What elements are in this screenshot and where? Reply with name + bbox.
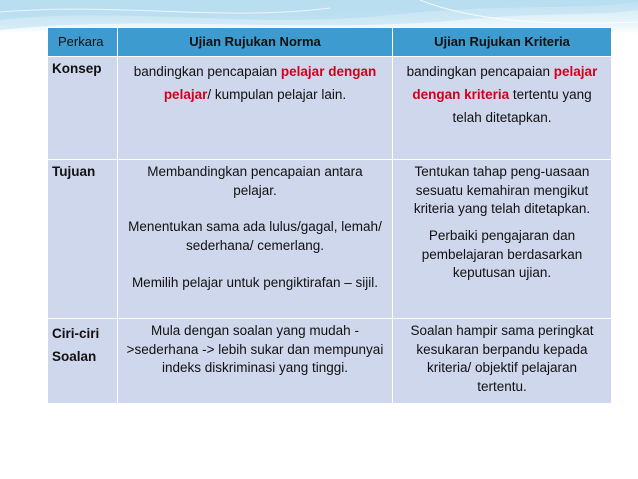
konsep-norma-text2: / kumpulan pelajar lain. [207,87,347,102]
konsep-kriteria-cell [393,57,612,160]
tujuan-kriteria-point-1: Tentukan tahap peng-uasaan sesuatu kemahiran mengikut kriteria yang telah ditetapkan. [413,164,591,217]
row-label-tujuan: Tujuan [48,160,118,319]
header-kriteria: Ujian Rujukan Kriteria [393,28,612,57]
ciri-kriteria-cell: Soalan hampir sama peringkat kesukaran berpandu kepada kriteria/ objektif pelajaran tertentu. [393,319,612,404]
header-norma: Ujian Rujukan Norma [118,28,393,57]
table-row-tujuan [48,160,612,319]
konsep-norma-highlight: pelajar dengan pelajar [163,64,377,102]
tujuan-norma-point-1: Membandingkan pencapaian antara pelajar. [147,164,363,198]
header-perkara: Perkara [48,28,118,57]
row-label-soalan: Soalan [52,349,97,364]
row-label-konsep: Konsep [48,57,118,160]
konsep-kriteria-text1: bandingkan pencapaian [406,64,554,79]
tujuan-norma-point-2: Menentukan sama ada lulus/gagal, lemah/ sederhana/ cemerlang. [128,219,382,253]
row-label-ciri-ciri: Ciri-ciri [52,326,100,341]
konsep-kriteria-highlight: pelajar dengan kriteria [412,64,598,102]
tujuan-kriteria-cell [393,160,612,319]
comparison-table [47,27,612,404]
table-row-konsep [48,57,612,160]
konsep-norma-cell [118,57,393,160]
ciri-norma-cell: Mula dengan soalan yang mudah - >sederhana -> lebih sukar dan mempunyai indeks diskriminasi yang tinggi. [118,319,393,404]
tujuan-norma-cell [118,160,393,319]
konsep-norma-text1: bandingkan pencapaian [133,64,281,79]
tujuan-kriteria-point-2: Perbaiki pengajaran dan pembelajaran berdasarkan keputusan ujian. [421,227,583,281]
row-label-ciri-ciri-soalan [48,319,118,404]
tujuan-norma-point-3: Memilih pelajar untuk pengiktirafan – sijil. [131,274,379,290]
konsep-kriteria-text2: tertentu yang telah ditetapkan. [452,87,592,125]
table-row-ciri-ciri-soalan [48,319,612,404]
table-header-row [48,28,612,57]
